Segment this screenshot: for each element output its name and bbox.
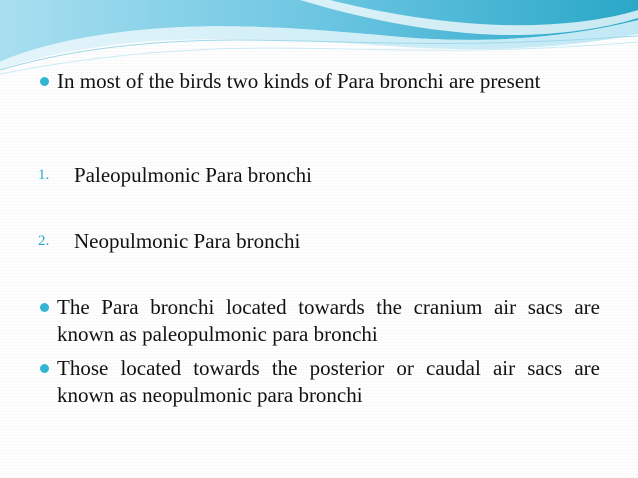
- bullet-dot-icon: [40, 364, 49, 373]
- bullet-text: The Para bronchi located towards the cranium air sacs are known as paleopulmonic para bronchi: [57, 295, 600, 346]
- numbered-text: Paleopulmonic Para bronchi: [74, 163, 312, 187]
- bullet-dot-icon: [40, 77, 49, 86]
- bullet-text: Those located towards the posterior or caudal air sacs are known as neopulmonic para bronchi: [57, 356, 600, 407]
- list-number: 1.: [38, 167, 50, 183]
- numbered-text: Neopulmonic Para bronchi: [74, 229, 301, 253]
- bullet-dot-icon: [40, 303, 49, 312]
- list-number: 2.: [38, 233, 50, 249]
- bullet-text: In most of the birds two kinds of Para bronchi are present: [57, 69, 541, 93]
